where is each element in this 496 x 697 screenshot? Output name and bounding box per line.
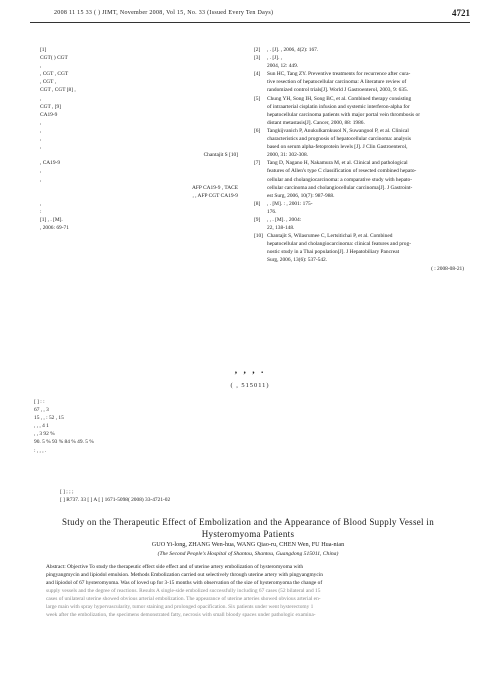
authors-en: GUO Yi-long, ZHANG Wen-hua, WANG Qiao-ru, CHEN Wen, FU Hua-nian — [151, 541, 345, 548]
affiliation-en: (The Second People's Hospital of Shantou, Shantou, Guangdong 515011, China) — [157, 551, 339, 557]
abstract-en-line: and lipiodol of 67 hysteromyoma. Was of loved up for 3-15 months with observation of the size of hysteromyoma the change of — [46, 580, 323, 586]
affiliation-cn: ( , 515011) — [230, 382, 270, 389]
text-line: Chantajit S [10] — [203, 152, 238, 159]
reference-cont: cellular and cholangiocarcinoma: a comparative study with hepato- — [267, 176, 413, 183]
reference-cont: est Surg, 2006, 10(7): 987-988. — [267, 192, 335, 199]
abstract-line: , , 3 92 % — [34, 431, 55, 438]
reference-cont: cellular carcinoma and cholangiocellular carcinoma[J]. J Gastroint- — [267, 184, 413, 191]
abstract-line: 90. 5 % 93 % 84 % 49. 5 % — [34, 439, 94, 446]
classification-codes: [ ] R737. 33 [ ] A [ ] 1671-5098( 2008) 33-4721-02 — [60, 497, 171, 504]
abstract-en-line: supply vessels and the degree of reactions. Results A single-side embolized successfully including 67 cases (52 bilateral and 15 — [46, 588, 321, 594]
reference-item: [5] Chung YH, Song IH, Song BC, et al. Combined therapy consisting — [254, 95, 412, 102]
keywords-block — [60, 488, 460, 504]
abstract-line: 15 , , : 52 , 15 — [34, 415, 64, 422]
reference-item: [10] Chantajit S, Wilasrumee C, Lertsitichai P, et al. Combined — [254, 233, 393, 240]
reference-cont: 176. — [267, 208, 277, 215]
reference-cont: 22, 138-148. — [267, 225, 295, 232]
reference-cont: hepatocellular and cholangiocarcinoma: clinical features and prog- — [267, 241, 411, 248]
reference-cont: based on serum alpha-fetoprotein levels [J]. J Clin Gastroenterol, — [267, 144, 408, 151]
keywords: [ ] ; ; ; — [60, 489, 74, 495]
page-number: 4721 — [452, 8, 470, 18]
abstract-line: : , , , . — [34, 447, 47, 454]
text-line: , , AFP CGT CA19-9 — [192, 192, 238, 199]
text-line: CGT( ) CGT — [40, 55, 68, 62]
reference-cont: features of Allen's type C classification of resected combined hepato- — [267, 168, 417, 175]
text-line: , — [40, 200, 42, 207]
article-title-en: Study on the Therapeutic Effect of Embolization and the Appearance of Blood Supply Vessel in Hysteromyoma Patients — [61, 517, 435, 539]
reference-cont: hepatocellular carcinoma patients with major portal vein thrombosis or — [267, 111, 420, 118]
reference-item: [6] Tangkijvanich P, Anukulkarnkusol N, Suwangool P, et al. Clinical — [254, 127, 409, 134]
abstract-en-line: large main with spray hypervascularity, tumor staining and prolonged opacification. Six patients under went hysterectomy 1 — [46, 604, 314, 610]
reference-item: [7] Tang D, Nagano H, Nakamura M, et al. Clinical and pathological — [254, 160, 408, 167]
reference-item: [4] Sun HC, Tang ZY. Preventive treatments for recurrence after cura- — [254, 71, 411, 78]
text-line: , CA19-9 — [40, 160, 61, 167]
abstract-en-line: Abstract: Objective To study the therapeutic effect side effect and of uterine artery embolization of hysteromyoma with — [46, 564, 304, 570]
reference-cont: randomized control trials[J]. World J Gastroenterol, 2003, 9: 635. — [267, 87, 409, 94]
reference-cont: 2000, 31: 302-308. — [267, 152, 309, 159]
text-line: AFP CA19-9 , TACE — [192, 184, 238, 191]
article-title-cn: , , , . — [234, 366, 266, 376]
abstract-en — [46, 563, 464, 619]
text-line: CGT , [9] — [40, 103, 62, 110]
text-line: : — [40, 208, 42, 215]
reference-list — [254, 46, 464, 273]
left-column-text — [40, 46, 238, 232]
reference-cont: characteristics and prognosis of hepatocellular carcinoma: analysis — [267, 136, 411, 143]
text-line: CA19-9 — [40, 111, 58, 118]
abstract-en-line: week after the embolization, the specimens demonstrated fatty, necrosis with small bloody spaces under pathologic examina- — [46, 612, 316, 618]
abstract-line: [ ] : : — [34, 399, 45, 405]
text-line: , — [40, 176, 42, 183]
text-line: , — [40, 144, 42, 151]
text-line: , — [40, 119, 42, 126]
reference-cont: tive resection of hepatocellular carcinoma: A literature review of — [267, 79, 407, 86]
reference-cont: of intraarterial cisplatin infusion and systemic interferon-alpha for — [267, 103, 410, 110]
reference-item: [8] , . [M]. : , 2001: 175- — [254, 200, 313, 207]
text-line: CGT , CGT [8] , — [40, 87, 76, 94]
text-line: , — [40, 127, 42, 134]
abstract-en-line: pingyangmycin and lipiodol emulsion. Methods Embolization carried out selectively through uterine artery with pingyangmycin — [46, 572, 323, 578]
abstract-line: 67 , , 3 — [34, 407, 49, 414]
reference-cont: 2004, 12: 449. — [267, 63, 299, 70]
reference-cont: nostic study in a Thai population[J]. J Hepatobiliary Pancreat — [267, 249, 400, 256]
reference-cont: Surg, 2006, 13(6): 537-542. — [267, 257, 328, 264]
text-line: [1] — [40, 47, 47, 53]
text-line: , CGT , CGT — [40, 71, 69, 78]
text-line: , — [40, 136, 42, 143]
abstract-en-line: cases of unilateral uterine showed obvious arterial embolization. The appearance of uterine arteries showed obvious arterial en- — [46, 596, 321, 602]
text-line: , CGT , — [40, 79, 57, 86]
reference-item: [3] , . [J]. , — [254, 55, 283, 62]
abstract-cn — [34, 398, 464, 455]
reference-1-cont: , 2006: 69-71 — [40, 225, 69, 232]
text-line: , — [40, 168, 42, 175]
received-date: ( : 2008-08-21) — [431, 265, 464, 272]
reference-cont: distant metastasis[J]. Cancer, 2000, 88: 1986. — [267, 119, 365, 126]
reference-item: [9] , , . [M]. , 2004: — [254, 216, 302, 223]
text-line: , — [40, 63, 42, 70]
reference-item: [2] , . [J]. , 2006, 4(2): 167. — [254, 47, 319, 53]
text-line: , — [40, 95, 42, 102]
reference-1: [1] , . [M]. — [40, 216, 63, 223]
journal-header: 2008 11 15 33 ( ) JIMT, November 2008, Vol 15, No. 33 (Issued Every Ten Days) — [54, 10, 274, 16]
abstract-line: , , , 4 1 — [34, 423, 49, 430]
running-header — [30, 4, 470, 23]
